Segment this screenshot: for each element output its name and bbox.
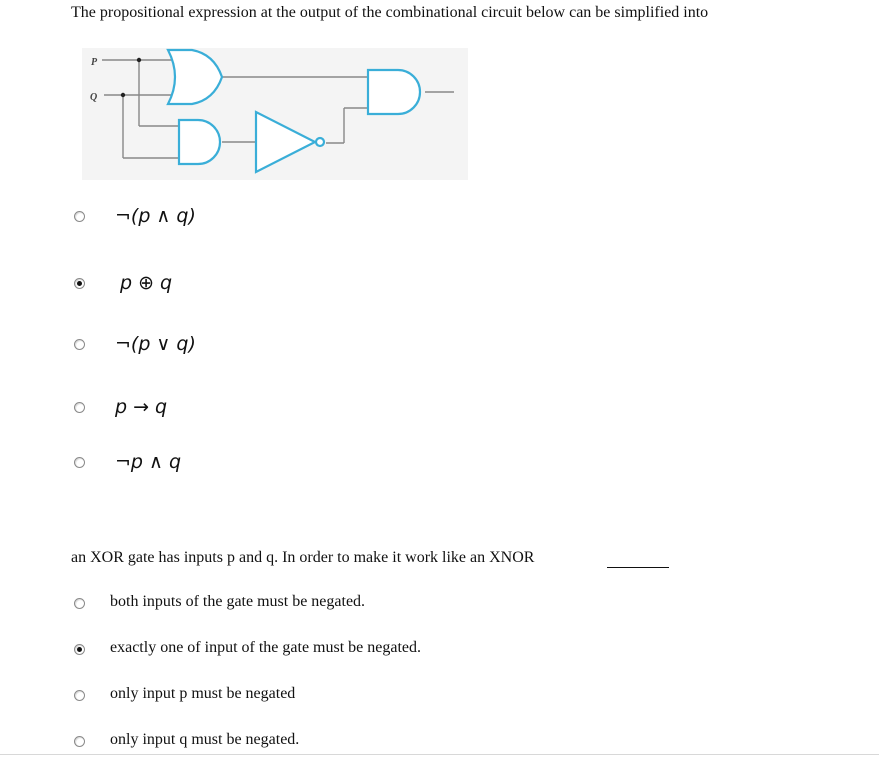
- input-label-p: P: [91, 57, 98, 68]
- radio-button-selected[interactable]: [74, 644, 85, 655]
- q2-option-2-label: exactly one of input of the gate must be negated.: [110, 639, 422, 656]
- and-gate-output: [368, 70, 420, 114]
- option-3[interactable]: [74, 339, 85, 350]
- radio-button-selected[interactable]: [74, 278, 85, 289]
- q2-option-4-label: only input q must be negated.: [110, 731, 300, 748]
- q2-option-3[interactable]: [74, 690, 85, 701]
- option-1-label: ¬(p ∧ q): [115, 205, 196, 227]
- radio-button[interactable]: [74, 457, 85, 468]
- junction-dot-q: [121, 93, 125, 97]
- question-1-text: The propositional expression at the output of the combinational circuit below can be simplified into: [71, 4, 709, 21]
- radio-button[interactable]: [74, 402, 85, 413]
- junction-dot-p: [137, 58, 141, 62]
- q2-option-2[interactable]: [74, 644, 85, 655]
- option-5[interactable]: [74, 457, 85, 468]
- radio-button[interactable]: [74, 736, 85, 747]
- not-bubble: [316, 138, 324, 146]
- option-2-label: p ⊕ q: [120, 272, 173, 294]
- and-gate-lower: [179, 120, 220, 164]
- option-5-label: ¬p ∧ q: [115, 451, 182, 473]
- radio-button[interactable]: [74, 211, 85, 222]
- question-2-text: an XOR gate has inputs p and q. In order to make it work like an XNOR: [71, 549, 535, 566]
- option-2[interactable]: [74, 278, 85, 289]
- radio-button[interactable]: [74, 598, 85, 609]
- option-1[interactable]: [74, 211, 85, 222]
- option-3-label: ¬(p ∨ q): [115, 333, 196, 355]
- circuit-diagram: [82, 48, 468, 180]
- q2-option-3-label: only input p must be negated: [110, 685, 296, 702]
- radio-button[interactable]: [74, 690, 85, 701]
- q2-option-1-label: both inputs of the gate must be negated.: [110, 593, 366, 610]
- q2-option-4[interactable]: [74, 736, 85, 747]
- divider: [0, 754, 879, 755]
- answer-blank: [607, 567, 669, 568]
- q2-option-1[interactable]: [74, 598, 85, 609]
- option-4[interactable]: [74, 402, 85, 413]
- input-label-q: Q: [90, 92, 98, 103]
- option-4-label: p → q: [115, 396, 168, 418]
- radio-button[interactable]: [74, 339, 85, 350]
